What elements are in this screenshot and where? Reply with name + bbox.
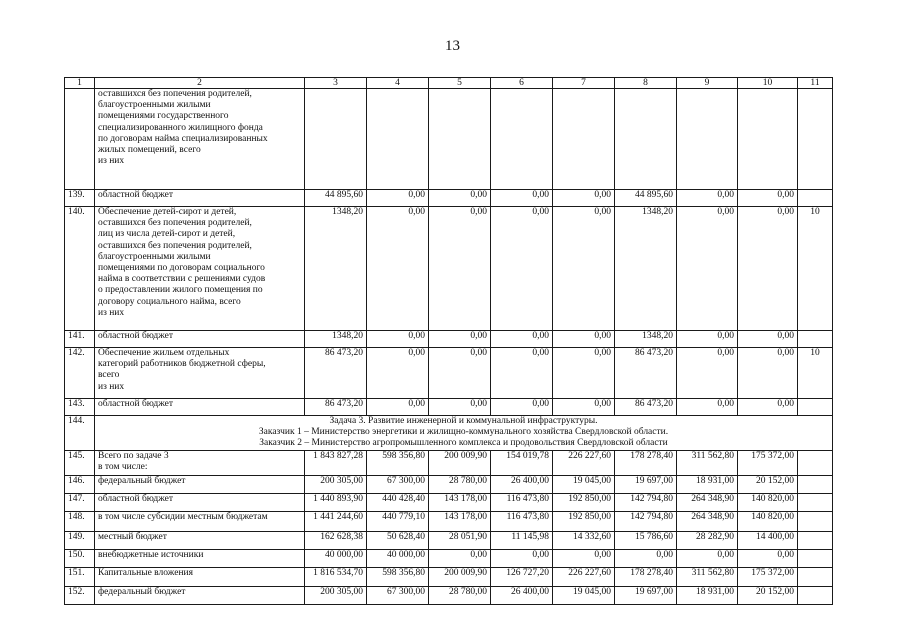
value-cell: 67 300,00 bbox=[367, 475, 429, 493]
value-cell bbox=[798, 567, 833, 586]
value-cell: 192 850,00 bbox=[553, 493, 615, 511]
value-cell: 11 145,98 bbox=[491, 531, 553, 549]
value-cell: 86 473,20 bbox=[305, 348, 367, 399]
value-cell: 0,00 bbox=[367, 348, 429, 399]
value-cell: 116 473,80 bbox=[491, 511, 553, 531]
column-number-row bbox=[65, 78, 833, 89]
value-cell: 14 332,60 bbox=[553, 531, 615, 549]
value-cell: 0,00 bbox=[553, 331, 615, 348]
value-cell bbox=[798, 493, 833, 511]
value-cell: 0,00 bbox=[615, 549, 677, 567]
value-cell: 175 372,00 bbox=[738, 450, 798, 475]
value-cell: 10 bbox=[798, 348, 833, 399]
value-cell: 0,00 bbox=[367, 399, 429, 416]
value-cell: 0,00 bbox=[738, 331, 798, 348]
row-label: Всего по задаче 3 в том числе: bbox=[95, 450, 305, 475]
column-number: 1 bbox=[65, 78, 95, 89]
column-number: 6 bbox=[491, 78, 553, 89]
value-cell: 20 152,00 bbox=[738, 475, 798, 493]
value-cell: 143 178,00 bbox=[429, 511, 491, 531]
value-cell: 226 227,60 bbox=[553, 567, 615, 586]
value-cell: 142 794,80 bbox=[615, 493, 677, 511]
value-cell: 311 562,80 bbox=[677, 450, 738, 475]
value-cell: 19 697,00 bbox=[615, 586, 677, 604]
value-cell: 0,00 bbox=[677, 331, 738, 348]
value-cell: 0,00 bbox=[738, 190, 798, 207]
table-row bbox=[65, 399, 833, 416]
table-row bbox=[65, 89, 833, 190]
value-cell bbox=[798, 331, 833, 348]
table-row bbox=[65, 190, 833, 207]
value-cell: 143 178,00 bbox=[429, 493, 491, 511]
column-number: 9 bbox=[677, 78, 738, 89]
value-cell: 67 300,00 bbox=[367, 586, 429, 604]
value-cell: 0,00 bbox=[491, 207, 553, 331]
column-number: 11 bbox=[798, 78, 833, 89]
row-number: 146. bbox=[65, 475, 95, 493]
value-cell: 1 441 244,60 bbox=[305, 511, 367, 531]
value-cell: 0,00 bbox=[677, 207, 738, 331]
value-cell: 86 473,20 bbox=[305, 399, 367, 416]
value-cell: 0,00 bbox=[367, 190, 429, 207]
value-cell: 0,00 bbox=[429, 190, 491, 207]
row-number bbox=[65, 89, 95, 190]
value-cell: 0,00 bbox=[367, 331, 429, 348]
value-cell: 142 794,80 bbox=[615, 511, 677, 531]
value-cell: 19 045,00 bbox=[553, 475, 615, 493]
value-cell: 0,00 bbox=[429, 348, 491, 399]
value-cell: 154 019,78 bbox=[491, 450, 553, 475]
value-cell: 28 051,90 bbox=[429, 531, 491, 549]
value-cell bbox=[798, 450, 833, 475]
value-cell: 440 779,10 bbox=[367, 511, 429, 531]
column-number: 10 bbox=[738, 78, 798, 89]
value-cell bbox=[738, 89, 798, 190]
value-cell: 264 348,90 bbox=[677, 511, 738, 531]
value-cell: 50 628,40 bbox=[367, 531, 429, 549]
value-cell: 1 440 893,90 bbox=[305, 493, 367, 511]
value-cell bbox=[798, 89, 833, 190]
row-label: областной бюджет bbox=[95, 331, 305, 348]
value-cell bbox=[798, 511, 833, 531]
value-cell: 0,00 bbox=[491, 190, 553, 207]
value-cell: 44 895,60 bbox=[615, 190, 677, 207]
value-cell: 598 356,80 bbox=[367, 450, 429, 475]
value-cell: 311 562,80 bbox=[677, 567, 738, 586]
value-cell bbox=[615, 89, 677, 190]
value-cell: 1348,20 bbox=[615, 331, 677, 348]
value-cell: 0,00 bbox=[553, 190, 615, 207]
value-cell bbox=[798, 475, 833, 493]
value-cell: 15 786,60 bbox=[615, 531, 677, 549]
value-cell bbox=[798, 190, 833, 207]
value-cell: 264 348,90 bbox=[677, 493, 738, 511]
row-label: Обеспечение жильем отдельных категорий работников бюджетной сферы, всего из них bbox=[95, 348, 305, 399]
value-cell: 0,00 bbox=[677, 190, 738, 207]
column-number: 3 bbox=[305, 78, 367, 89]
value-cell: 40 000,00 bbox=[305, 549, 367, 567]
table-body bbox=[65, 78, 833, 605]
value-cell: 86 473,20 bbox=[615, 348, 677, 399]
row-number: 141. bbox=[65, 331, 95, 348]
row-number: 140. bbox=[65, 207, 95, 331]
value-cell: 26 400,00 bbox=[491, 586, 553, 604]
row-label: Капитальные вложения bbox=[95, 567, 305, 586]
value-cell: 0,00 bbox=[553, 348, 615, 399]
value-cell: 44 895,60 bbox=[305, 190, 367, 207]
value-cell: 1348,20 bbox=[615, 207, 677, 331]
value-cell bbox=[429, 89, 491, 190]
row-label: Обеспечение детей-сирот и детей, оставшихся без попечения родителей, лиц из числа детей-сирот и детей, оставшихся без попечения родителей, благоустроенными жилыми помещениями по договорам социального найма в соответствии с решениями судов о предоставлении жилого помещения по договору социального найма, всего из них bbox=[95, 207, 305, 331]
table-row bbox=[65, 450, 833, 475]
value-cell: 1348,20 bbox=[305, 207, 367, 331]
value-cell bbox=[553, 89, 615, 190]
value-cell: 140 820,00 bbox=[738, 511, 798, 531]
value-cell: 0,00 bbox=[677, 549, 738, 567]
value-cell: 0,00 bbox=[429, 399, 491, 416]
row-number: 149. bbox=[65, 531, 95, 549]
row-number: 144. bbox=[65, 416, 95, 451]
value-cell: 1348,20 bbox=[305, 331, 367, 348]
row-number: 145. bbox=[65, 450, 95, 475]
value-cell: 126 727,20 bbox=[491, 567, 553, 586]
value-cell: 200 305,00 bbox=[305, 586, 367, 604]
value-cell bbox=[491, 89, 553, 190]
value-cell: 10 bbox=[798, 207, 833, 331]
value-cell: 0,00 bbox=[491, 549, 553, 567]
value-cell: 18 931,00 bbox=[677, 586, 738, 604]
value-cell: 0,00 bbox=[677, 348, 738, 399]
row-label: внебюджетные источники bbox=[95, 549, 305, 567]
table-row bbox=[65, 475, 833, 493]
value-cell: 20 152,00 bbox=[738, 586, 798, 604]
value-cell: 0,00 bbox=[738, 399, 798, 416]
value-cell: 0,00 bbox=[738, 549, 798, 567]
value-cell: 18 931,00 bbox=[677, 475, 738, 493]
row-label: оставшихся без попечения родителей, благоустроенными жилыми помещениями государственного специализированного жилищного фонда по договорам найма специализированных жилых помещений, всего из них bbox=[95, 89, 305, 190]
row-number: 148. bbox=[65, 511, 95, 531]
row-label: областной бюджет bbox=[95, 399, 305, 416]
row-number: 150. bbox=[65, 549, 95, 567]
value-cell: 440 428,40 bbox=[367, 493, 429, 511]
row-label: местный бюджет bbox=[95, 531, 305, 549]
row-label: областной бюджет bbox=[95, 190, 305, 207]
row-number: 142. bbox=[65, 348, 95, 399]
value-cell: 226 227,60 bbox=[553, 450, 615, 475]
value-cell: 0,00 bbox=[553, 399, 615, 416]
column-number: 8 bbox=[615, 78, 677, 89]
value-cell: 116 473,80 bbox=[491, 493, 553, 511]
value-cell: 0,00 bbox=[738, 348, 798, 399]
value-cell: 0,00 bbox=[429, 207, 491, 331]
row-number: 151. bbox=[65, 567, 95, 586]
row-number: 152. bbox=[65, 586, 95, 604]
value-cell: 140 820,00 bbox=[738, 493, 798, 511]
value-cell: 19 045,00 bbox=[553, 586, 615, 604]
value-cell: 19 697,00 bbox=[615, 475, 677, 493]
value-cell: 0,00 bbox=[677, 399, 738, 416]
row-label: федеральный бюджет bbox=[95, 475, 305, 493]
table-row bbox=[65, 586, 833, 604]
value-cell: 0,00 bbox=[491, 399, 553, 416]
table-row bbox=[65, 207, 833, 331]
row-number: 143. bbox=[65, 399, 95, 416]
value-cell: 40 000,00 bbox=[367, 549, 429, 567]
table-row bbox=[65, 511, 833, 531]
value-cell bbox=[798, 399, 833, 416]
value-cell: 14 400,00 bbox=[738, 531, 798, 549]
value-cell: 28 282,90 bbox=[677, 531, 738, 549]
table-row bbox=[65, 331, 833, 348]
value-cell: 598 356,80 bbox=[367, 567, 429, 586]
table-row bbox=[65, 549, 833, 567]
table-row bbox=[65, 531, 833, 549]
value-cell: 200 009,90 bbox=[429, 567, 491, 586]
value-cell: 86 473,20 bbox=[615, 399, 677, 416]
table-row bbox=[65, 348, 833, 399]
value-cell: 0,00 bbox=[491, 348, 553, 399]
row-label: федеральный бюджет bbox=[95, 586, 305, 604]
value-cell: 0,00 bbox=[553, 207, 615, 331]
value-cell bbox=[367, 89, 429, 190]
value-cell: 175 372,00 bbox=[738, 567, 798, 586]
value-cell bbox=[677, 89, 738, 190]
value-cell bbox=[798, 586, 833, 604]
row-label: в том числе субсидии местным бюджетам bbox=[95, 511, 305, 531]
page-number: 13 bbox=[445, 38, 460, 54]
column-number: 2 bbox=[95, 78, 305, 89]
value-cell: 0,00 bbox=[367, 207, 429, 331]
section-row bbox=[65, 416, 833, 451]
value-cell: 200 305,00 bbox=[305, 475, 367, 493]
value-cell: 26 400,00 bbox=[491, 475, 553, 493]
value-cell: 28 780,00 bbox=[429, 586, 491, 604]
value-cell: 1 816 534,70 bbox=[305, 567, 367, 586]
column-number: 5 bbox=[429, 78, 491, 89]
column-number: 4 bbox=[367, 78, 429, 89]
value-cell: 200 009,90 bbox=[429, 450, 491, 475]
value-cell bbox=[305, 89, 367, 190]
value-cell: 178 278,40 bbox=[615, 450, 677, 475]
value-cell: 28 780,00 bbox=[429, 475, 491, 493]
value-cell: 1 843 827,28 bbox=[305, 450, 367, 475]
column-number: 7 bbox=[553, 78, 615, 89]
row-label: областной бюджет bbox=[95, 493, 305, 511]
value-cell: 162 628,38 bbox=[305, 531, 367, 549]
value-cell: 192 850,00 bbox=[553, 511, 615, 531]
value-cell: 178 278,40 bbox=[615, 567, 677, 586]
budget-table bbox=[64, 77, 833, 605]
value-cell bbox=[798, 531, 833, 549]
section-heading: Задача 3. Развитие инженерной и коммунальной инфраструктуры. Заказчик 1 – Министерство энергетики и жилищно-коммунального хозяйства Свердловской области. Заказчик 2 – Министерство агропромышленного комплекса и продовольствия Свердловской области bbox=[95, 416, 833, 451]
table-row bbox=[65, 567, 833, 586]
value-cell: 0,00 bbox=[738, 207, 798, 331]
value-cell bbox=[798, 549, 833, 567]
value-cell: 0,00 bbox=[429, 331, 491, 348]
value-cell: 0,00 bbox=[429, 549, 491, 567]
row-number: 139. bbox=[65, 190, 95, 207]
value-cell: 0,00 bbox=[553, 549, 615, 567]
table-row bbox=[65, 493, 833, 511]
value-cell: 0,00 bbox=[491, 331, 553, 348]
row-number: 147. bbox=[65, 493, 95, 511]
